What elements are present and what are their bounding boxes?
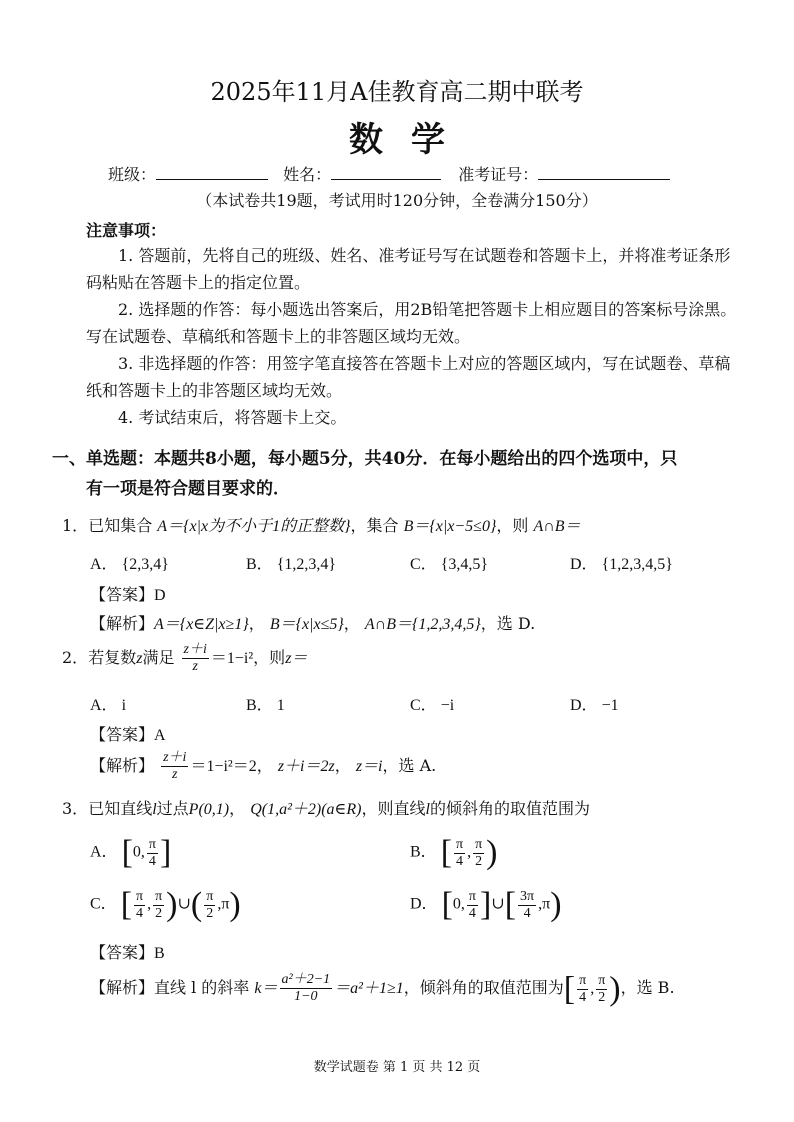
fraction-numerator: π — [148, 836, 156, 852]
analysis-math: B＝{x|x≤5} — [269, 616, 344, 633]
q2-text: ，则 — [253, 648, 286, 667]
fraction-numerator: z＋i — [183, 642, 207, 657]
q2-ask: z＝ — [285, 650, 308, 667]
q2-fraction — [182, 642, 209, 675]
exam-no-blank — [538, 165, 670, 180]
interval-bound: 0 — [132, 843, 141, 861]
q2-analysis: 【解析】 $\frac{z+i}{z}$ ＝1−i²＝2， z＋i＝2z， z＝i，选 A. — [90, 750, 437, 782]
fraction-numerator: π — [475, 836, 483, 852]
fraction-numerator: π — [468, 888, 476, 904]
q1-analysis: 【解析】A＝{x∈Z|x≥1}， B＝{x|x≤5}， A∩B＝{1,2,3,4,5}，选 D. — [90, 614, 536, 633]
option-value: i — [121, 697, 127, 714]
option-label: A． — [90, 843, 118, 861]
q3-option-c: C． [ $\frac{\pi}{4}$ , $\frac{\pi}{2}$ )∪( $\frac{\pi}{2}$ ,π) — [90, 886, 241, 923]
q3-text: 已知直线 — [88, 799, 153, 818]
section-1-line-1: 一、单选题：本题共8小题，每小题5分，共40分．在每小题给出的四个选项中，只 — [52, 449, 678, 469]
option-value: {1,2,3,4,5} — [601, 556, 673, 573]
interval-bound: 0 — [452, 895, 461, 913]
q1-option-b — [246, 551, 336, 574]
option-value: {1,2,3,4} — [276, 556, 337, 573]
q3-var: l — [425, 801, 430, 818]
interval-fraction — [153, 889, 164, 922]
q1-ask: A∩B＝ — [533, 518, 581, 535]
exam-note: （本试卷共19题，考试用时120分钟，全卷满分150分） — [196, 191, 598, 210]
option-label: D． — [570, 697, 598, 714]
q1-option-a — [90, 551, 169, 574]
option-value: −1 — [601, 697, 619, 714]
q1-text: ，集合 — [350, 516, 399, 535]
q3-option-a: A． [0, $\frac{\pi}{4}$ ] — [90, 834, 172, 871]
option-value: {2,3,4} — [121, 556, 169, 573]
section-1-line-2: 有一项是符合题目要求的． — [86, 479, 290, 499]
interval-bound: π — [221, 895, 230, 913]
option-label: A． — [90, 697, 118, 714]
option-value: {3,4,5} — [440, 556, 489, 573]
analysis-label: 【解析】 — [90, 756, 155, 775]
answer-label: 【答案】 — [90, 943, 155, 962]
note-item-4: 4. 考试结束后，将答题卡上交。 — [118, 408, 347, 427]
fraction-numerator: π — [579, 972, 587, 988]
q3-text: 过点 — [156, 799, 189, 818]
q2-option-a — [90, 692, 126, 715]
q2-rhs: ＝1−i² — [210, 650, 254, 667]
interval-fraction — [473, 837, 484, 870]
fraction-denominator: 4 — [136, 905, 144, 921]
option-label: B． — [246, 697, 273, 714]
fraction-numerator: π — [598, 972, 606, 988]
q1-set-b: B＝{x|x−5≤0} — [403, 518, 497, 535]
fraction-numerator: π — [155, 888, 163, 904]
q3-text: ，则直线 — [361, 799, 426, 818]
q3-number: 3． — [62, 799, 89, 818]
answer-value: A — [154, 727, 166, 744]
q3-point-q: Q(1,a²＋2)(a∈R) — [250, 801, 362, 818]
q2-option-c — [410, 692, 454, 715]
fraction-denominator: 4 — [579, 989, 587, 1005]
analysis-math: z＝i — [355, 758, 383, 775]
interval-fraction — [577, 973, 588, 1006]
analysis-math: ＝1−i²＝2 — [190, 758, 257, 775]
q2-option-d — [570, 692, 619, 715]
answer-label: 【答案】 — [90, 725, 155, 744]
analysis-math: z＋i＝2z — [277, 758, 335, 775]
name-blank — [331, 165, 441, 180]
notes-heading: 注意事项： — [86, 221, 167, 240]
q1-option-c — [410, 551, 488, 574]
analysis-math: k＝ — [254, 980, 278, 997]
answer-label: 【答案】 — [90, 585, 155, 604]
question-1 — [62, 513, 581, 536]
interval-bound: π — [542, 895, 551, 913]
option-label: D． — [410, 895, 438, 913]
q1-answer — [90, 582, 166, 605]
q1-set-a: A＝{x|x为不小于1的正整数} — [157, 518, 351, 535]
fraction-numerator: π — [456, 836, 464, 852]
note-item-2: 2. 选择题的作答：每小题选出答案后，用2B铅笔把答题卡上相应题目的答案标号涂黑。写在试题卷、草稿纸和答题卡上的非答题区域均无效。 — [86, 300, 737, 346]
option-label: C． — [90, 895, 117, 913]
question-3: 3．已知直线l过点P(0,1)， Q(1,a²＋2)(a∈R)，则直线l的倾斜角的取值范围为 — [62, 799, 590, 818]
option-label: B． — [246, 556, 273, 573]
analysis-math: A＝{x∈Z|x≥1} — [154, 616, 249, 633]
note-item-1: 1. 答题前，先将自己的班级、姓名、准考证号写在试题卷和答题卡上，并将准考证条形码粘贴在答题卡上的指定位置。 — [86, 246, 731, 292]
exam-no-label: 准考证号： — [458, 165, 539, 184]
q3-var: l — [152, 801, 157, 818]
interval-fraction — [204, 889, 215, 922]
fraction-denominator: 1−0 — [294, 989, 318, 1004]
q2-var: z — [136, 650, 143, 667]
q1-text: 已知集合 — [88, 516, 153, 535]
fraction-denominator: z — [172, 767, 178, 782]
q2-text: 若复数 — [88, 648, 137, 667]
q2-answer — [90, 722, 166, 745]
note-item-3: 3. 非选择题的作答：用签字笔直接答在答题卡上对应的答题区域内，写在试题卷、草稿纸和答题卡上的非答题区域均无效。 — [86, 354, 731, 400]
q2-text: 满足 — [142, 648, 175, 667]
slope-fraction — [280, 972, 333, 1005]
analysis-text: ，倾斜角的取值范围为 — [403, 978, 564, 997]
subject-title: 数学 — [349, 120, 473, 160]
fraction-denominator: 4 — [456, 853, 464, 869]
q3-analysis: 【解析】直线 l 的斜率 k＝ $\frac{\text{a²＋2−1}}{1-0}$ ＝a²＋1≥1，倾斜角的取值范围为[ $\frac{\pi}{4}$ , $\frac{\pi}{2}$ )，选 B. — [90, 970, 675, 1008]
option-value: −i — [440, 697, 455, 714]
answer-value: B — [154, 945, 165, 962]
option-label: D． — [570, 556, 598, 573]
question-2 — [62, 642, 307, 675]
analysis-math: A∩B＝{1,2,3,4,5} — [364, 616, 481, 633]
option-label: C． — [410, 556, 437, 573]
class-label: 班级： — [108, 165, 157, 184]
q3-answer — [90, 940, 165, 963]
interval-fraction — [467, 889, 478, 922]
analysis-text: 直线 l 的斜率 — [154, 978, 250, 997]
analysis-text: ，选 B. — [620, 978, 675, 997]
student-info-line — [108, 162, 670, 185]
fraction-numerator: 3π — [520, 888, 535, 904]
option-value: 1 — [276, 697, 285, 714]
q1-number: 1． — [62, 516, 89, 535]
analysis-text: ，选 A. — [382, 756, 437, 775]
fraction-denominator: 4 — [148, 853, 156, 869]
fraction-denominator: 2 — [155, 905, 163, 921]
fraction-numerator: π — [206, 888, 214, 904]
answer-value: D — [154, 587, 166, 604]
exam-title: 2025年11月A佳教育高二期中联考 — [210, 78, 584, 106]
interval-fraction — [134, 889, 145, 922]
page-footer: 数学试题卷 第 1 页 共 12 页 — [313, 1060, 481, 1075]
name-label: 姓名： — [283, 165, 332, 184]
interval-fraction — [596, 973, 607, 1006]
interval-fraction — [147, 837, 158, 870]
interval-fraction — [454, 837, 465, 870]
fraction-numerator: π — [136, 888, 144, 904]
fraction-denominator: 2 — [206, 905, 214, 921]
fraction-denominator: z — [192, 659, 198, 674]
q2-analysis-fraction — [161, 750, 188, 783]
q3-option-d: D． [0, $\frac{\pi}{4}$ ]∪[ $\frac{3\pi}{4}$ ,π) — [410, 886, 562, 923]
q1-option-d — [570, 551, 673, 574]
option-label: B． — [410, 843, 437, 861]
q2-number: 2． — [62, 648, 89, 667]
fraction-denominator: 2 — [598, 989, 606, 1005]
q1-text: ，则 — [496, 516, 529, 535]
fraction-denominator: 2 — [475, 853, 483, 869]
analysis-text: ，选 D. — [480, 614, 536, 633]
fraction-denominator: 4 — [468, 905, 476, 921]
analysis-label: 【解析】 — [90, 978, 155, 997]
analysis-math: ＝a²＋1≥1 — [334, 980, 404, 997]
q3-point-p: P(0,1) — [188, 801, 230, 818]
analysis-label: 【解析】 — [90, 614, 155, 633]
fraction-numerator: a²＋2−1 — [281, 972, 331, 987]
q3-option-b: B． [ $\frac{\pi}{4}$ , $\frac{\pi}{2}$ ) — [410, 834, 498, 871]
option-label: A． — [90, 556, 118, 573]
q3-text: 的倾斜角的取值范围为 — [429, 799, 590, 818]
fraction-numerator: z＋i — [163, 750, 187, 765]
option-label: C． — [410, 697, 437, 714]
interval-fraction — [518, 889, 536, 922]
q2-option-b — [246, 692, 285, 715]
fraction-denominator: 4 — [523, 905, 531, 921]
class-blank — [156, 165, 268, 180]
